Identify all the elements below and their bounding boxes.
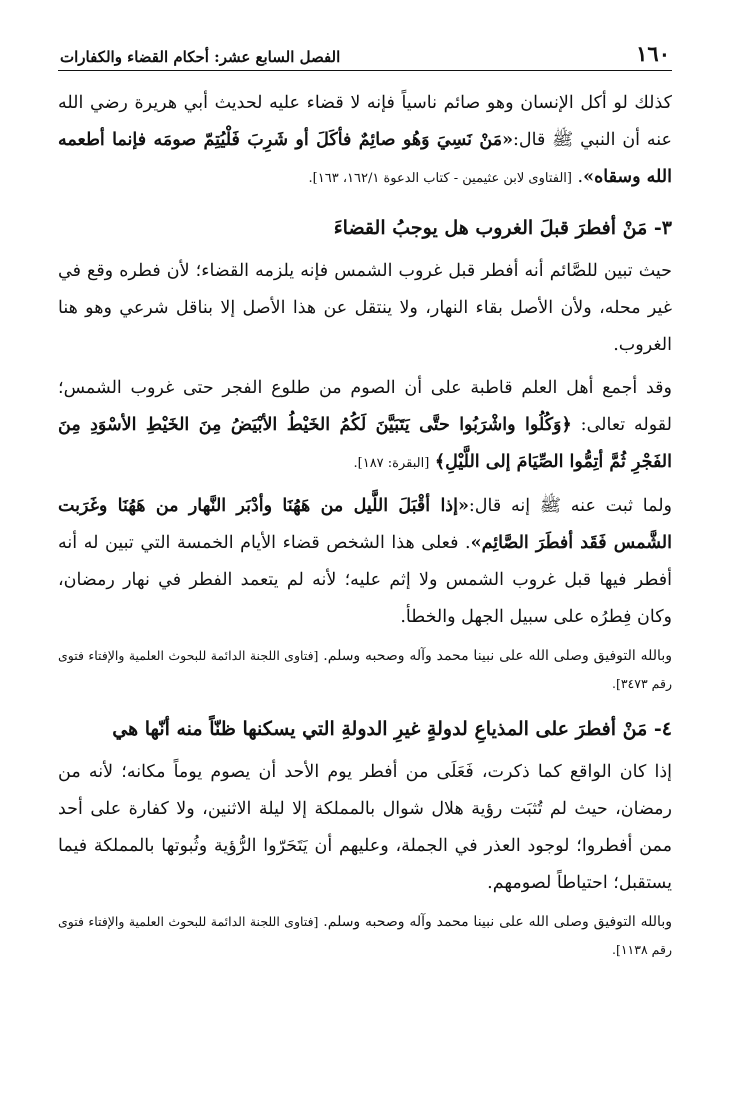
section-3-heading: ٣- مَنْ أفطرَ قبلَ الغروب هل يوجبُ القضاءَ: [333, 217, 672, 239]
intro-citation: [الفتاوى لابن عثيمين - كتاب الدعوة ١٦٢/١، ١٦٣].: [308, 171, 572, 186]
section-3-hadith: «إذا أقْبَلَ اللَّيل من هَهُنَا وأدْبَر النَّهار من هَهُنَا وغَرَبت الشَّمس فَقَد أفطَرَ الصَّائِم»: [58, 496, 672, 553]
running-title: الفصل السابع عشر: أحكام القضاء والكفارات: [60, 48, 341, 66]
section-4-closing: [58, 908, 672, 964]
section-3-closing-citation: [فتاوى اللجنة الدائمة للبحوث العلمية والإفتاء فتوى رقم ٣٤٧٣].: [58, 648, 672, 691]
book-page: [58, 38, 672, 964]
page-header: [58, 38, 672, 71]
intro-hadith: «مَنْ نَسِيَ وَهُو صائِمٌ فأكَلَ أو شَرِبَ فَلْيُتِمّ صومَه فإنما أطعمه الله وسقاه»: [58, 130, 672, 187]
intro-paragraph: [58, 85, 672, 197]
section-3-closing-text: وبالله التوفيق وصلى الله على نبينا محمد وآله وصحبه وسلم.: [323, 648, 672, 664]
section-4-paragraph-1: إذا كان الواقع كما ذكرت، فَعَلَى من أفطر يوم الأحد أن يصوم يوماً مكانه؛ لأنه من رمضان، حيث لم تُثبَت رؤية هلال شوال بالمملكة إلا ليلة الاثنين، ولا كفارة على أحد ممن أفطروا؛ لوجود العذر في الجملة، وعليهم أن يَتَحَرّوا الرُّؤية وثُبوتها بالمملكة فيما يستقبل؛ احتياطاً لصومهم.: [58, 762, 672, 893]
section-3-p2-text: وقد أجمع أهل العلم قاطبة على أن الصوم من طلوع الفجر حتى غروب الشمس؛ لقوله تعالى:: [58, 378, 672, 435]
section-4-closing-text: وبالله التوفيق وصلى الله على نبينا محمد وآله وصحبه وسلم.: [323, 914, 672, 930]
quran-citation: [البقرة: ١٨٧].: [353, 456, 430, 471]
section-4-heading: ٤- مَنْ أفطرَ على المذياعِ لدولةٍ غيرِ الدولةِ التي يسكنها ظنّاً منه أنّها هي: [112, 718, 672, 740]
page-body: [58, 85, 672, 964]
section-3-paragraph-2: [58, 370, 672, 482]
section-3-paragraph-1: حيث تبين للصَّائم أنه أفطر قبل غروب الشمس فإنه يلزمه القضاء؛ لأن فطره وقع في غير محله، ولأن الأصل بقاء النهار، ولا ينتقل عن هذا الأصل إلا بناقل شرعي وهو هنا الغروب.: [58, 261, 672, 355]
intro-text-end: .: [577, 167, 584, 187]
section-4-closing-citation: [فتاوى اللجنة الدائمة للبحوث العلمية والإفتاء فتوى رقم ١١٣٨].: [58, 914, 672, 957]
page-number: ١٦٠: [636, 41, 670, 66]
section-3-p3-text: ولما ثبت عنه ﷺ إنه قال:: [468, 496, 672, 516]
section-3-closing: [58, 642, 672, 698]
quran-verse: ﴿وَكُلُوا واشْرَبُوا حتَّى يَتَبَيَّنَ لَكُمُ الخَيْطُ الأبْيَضُ مِنَ الخَيْطِ الأسْوَدِ مِنَ الفَجْرِ ثُمَّ أتِمُّوا الصِّيَامَ إلى اللَّيْلِ﴾: [58, 415, 672, 472]
section-3-p3-rest: . فعلى هذا الشخص قضاء الأيام الخمسة التي تبين له أنه أفطر فيها قبل غروب الشمس ولا إثم عليه؛ لأنه لم يتعمد الفطر في نهار رمضان، وكان فِطرُه على سبيل الجهل والخطأ.: [58, 533, 672, 627]
intro-text: كذلك لو أكل الإنسان وهو صائم ناسياً فإنه لا قضاء عليه لحديث أبي هريرة رضي الله عنه أن النبي ﷺ قال:: [58, 93, 672, 150]
section-3-paragraph-3: [58, 488, 672, 636]
